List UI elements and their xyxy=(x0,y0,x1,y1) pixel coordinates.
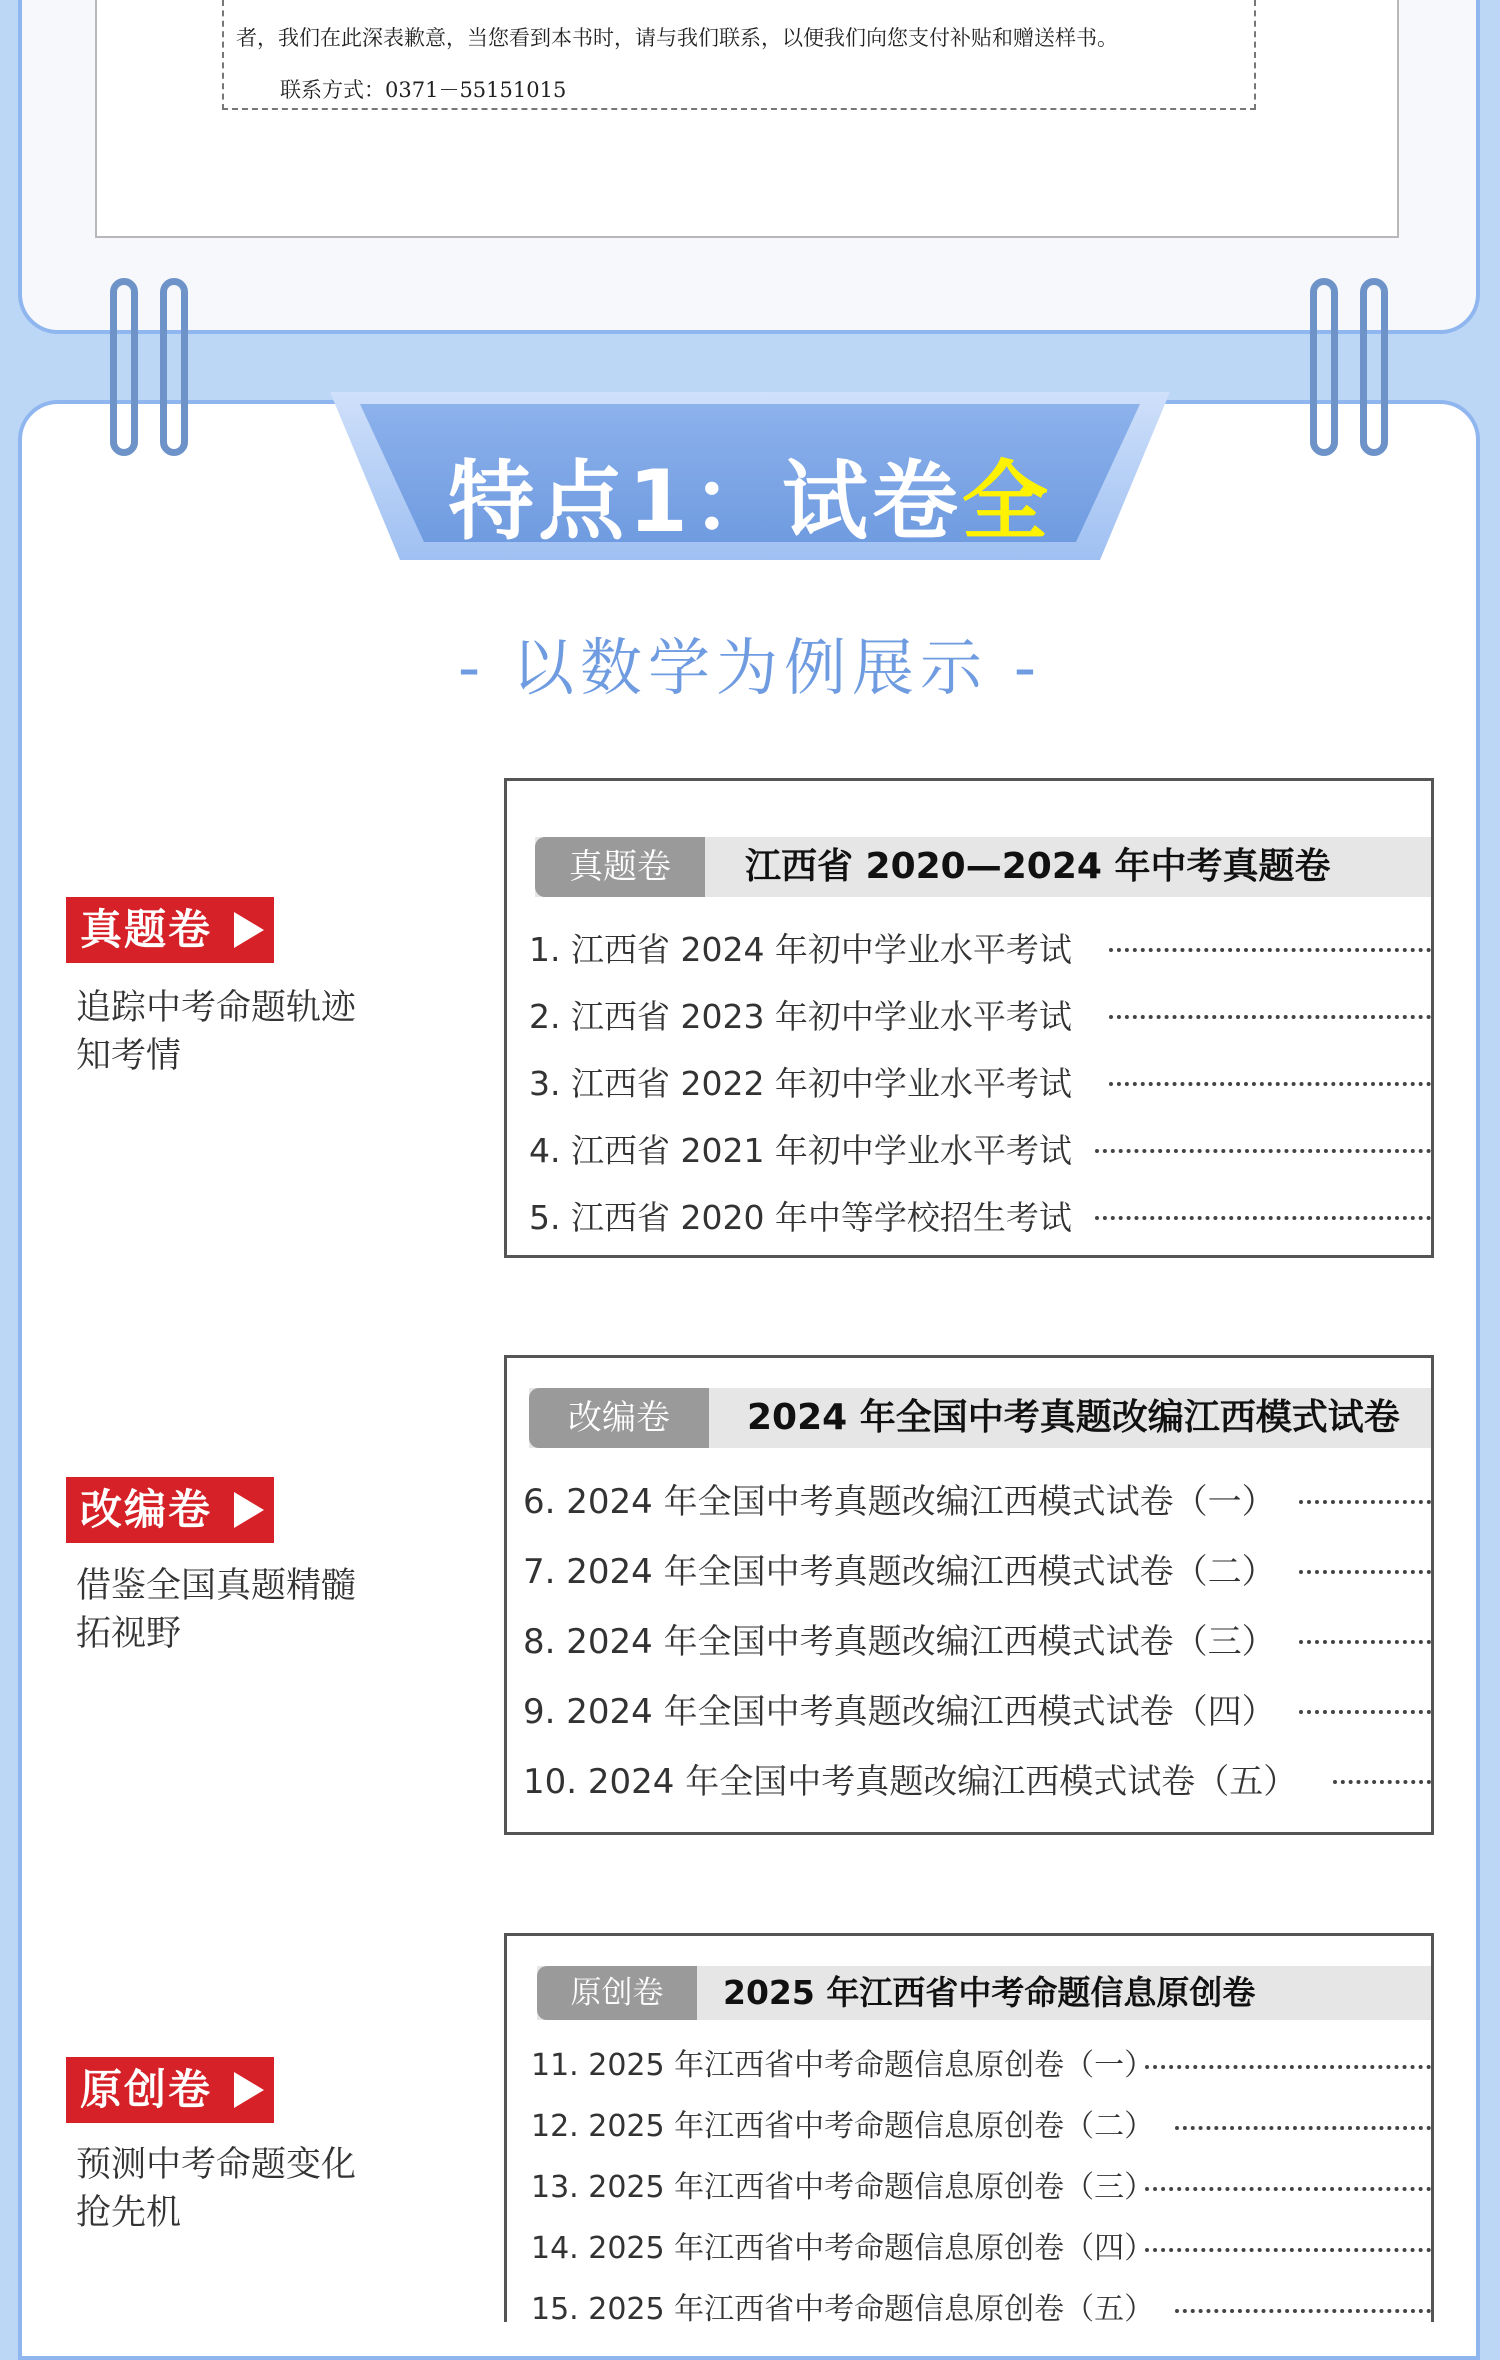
tag-description: 借鉴全国真题精髓 拓视野 xyxy=(76,1566,357,1654)
tag-description: 预测中考命题变化 抢先机 xyxy=(76,2145,357,2233)
toc-item: 10. 2024 年全国中考真题改编江西模式试卷（五） xyxy=(523,1752,1431,1808)
toc-zhenti xyxy=(504,778,1434,1258)
tag-gaibian: 改编卷 xyxy=(66,1477,274,1543)
toc-yuanchuang xyxy=(504,1933,1434,2322)
toc-header xyxy=(535,837,1431,897)
toc-item: 12. 2025 年江西省中考命题信息原创卷（二） xyxy=(531,2101,1431,2151)
toc-item: 14. 2025 年江西省中考命题信息原创卷（四） xyxy=(531,2223,1431,2273)
toc-item: 11. 2025 年江西省中考命题信息原创卷（一） xyxy=(531,2040,1431,2090)
tag-zhenti: 真题卷 xyxy=(66,897,274,963)
banner-title-highlight: 全 xyxy=(961,452,1052,552)
play-arrow-icon xyxy=(234,2072,264,2108)
tag-description: 追踪中考命题轨迹 知考情 xyxy=(76,988,357,1076)
toc-item: 1. 江西省 2024 年初中学业水平考试 xyxy=(529,921,1431,975)
tag-yuanchuang: 原创卷 xyxy=(66,2057,274,2123)
toc-gaibian xyxy=(504,1355,1434,1835)
notice-text: 者，我们在此深表歉意，当您看到本书时，请与我们联系，以便我们向您支付补贴和赠送样书。 xyxy=(236,26,1118,50)
toc-item: 7. 2024 年全国中考真题改编江西模式试卷（二） xyxy=(523,1542,1431,1598)
toc-item: 15. 2025 年江西省中考命题信息原创卷（五） xyxy=(531,2284,1431,2322)
banner-title: 特点1：试卷全 xyxy=(448,452,1052,552)
section-subtitle: - 以数学为例展示 - xyxy=(457,631,1043,704)
toc-badge: 改编卷 xyxy=(529,1388,709,1448)
binder-ring-icon xyxy=(110,278,138,456)
notice-box xyxy=(222,0,1256,110)
toc-title: 2024 年全国中考真题改编江西模式试卷 xyxy=(747,1397,1400,1438)
notice-contact: 联系方式：0371－55151015 xyxy=(280,78,567,102)
toc-badge: 原创卷 xyxy=(537,1966,697,2020)
toc-title: 2025 年江西省中考命题信息原创卷 xyxy=(723,1973,1256,2012)
toc-item: 4. 江西省 2021 年初中学业水平考试 xyxy=(529,1122,1431,1176)
binder-ring-icon xyxy=(160,278,188,456)
toc-badge: 真题卷 xyxy=(535,837,705,897)
binder-ring-icon xyxy=(1310,278,1338,456)
toc-item: 13. 2025 年江西省中考命题信息原创卷（三） xyxy=(531,2162,1431,2212)
toc-item: 8. 2024 年全国中考真题改编江西模式试卷（三） xyxy=(523,1612,1431,1668)
toc-header xyxy=(537,1966,1431,2020)
toc-title: 江西省 2020—2024 年中考真题卷 xyxy=(745,846,1331,887)
toc-item: 9. 2024 年全国中考真题改编江西模式试卷（四） xyxy=(523,1682,1431,1738)
toc-item: 6. 2024 年全国中考真题改编江西模式试卷（一） xyxy=(523,1472,1431,1528)
binder-ring-icon xyxy=(1360,278,1388,456)
toc-header xyxy=(529,1388,1431,1448)
toc-item: 5. 江西省 2020 年中等学校招生考试 xyxy=(529,1189,1431,1243)
play-arrow-icon xyxy=(234,912,264,948)
toc-item: 2. 江西省 2023 年初中学业水平考试 xyxy=(529,988,1431,1042)
toc-item: 3. 江西省 2022 年初中学业水平考试 xyxy=(529,1055,1431,1109)
play-arrow-icon xyxy=(234,1492,264,1528)
